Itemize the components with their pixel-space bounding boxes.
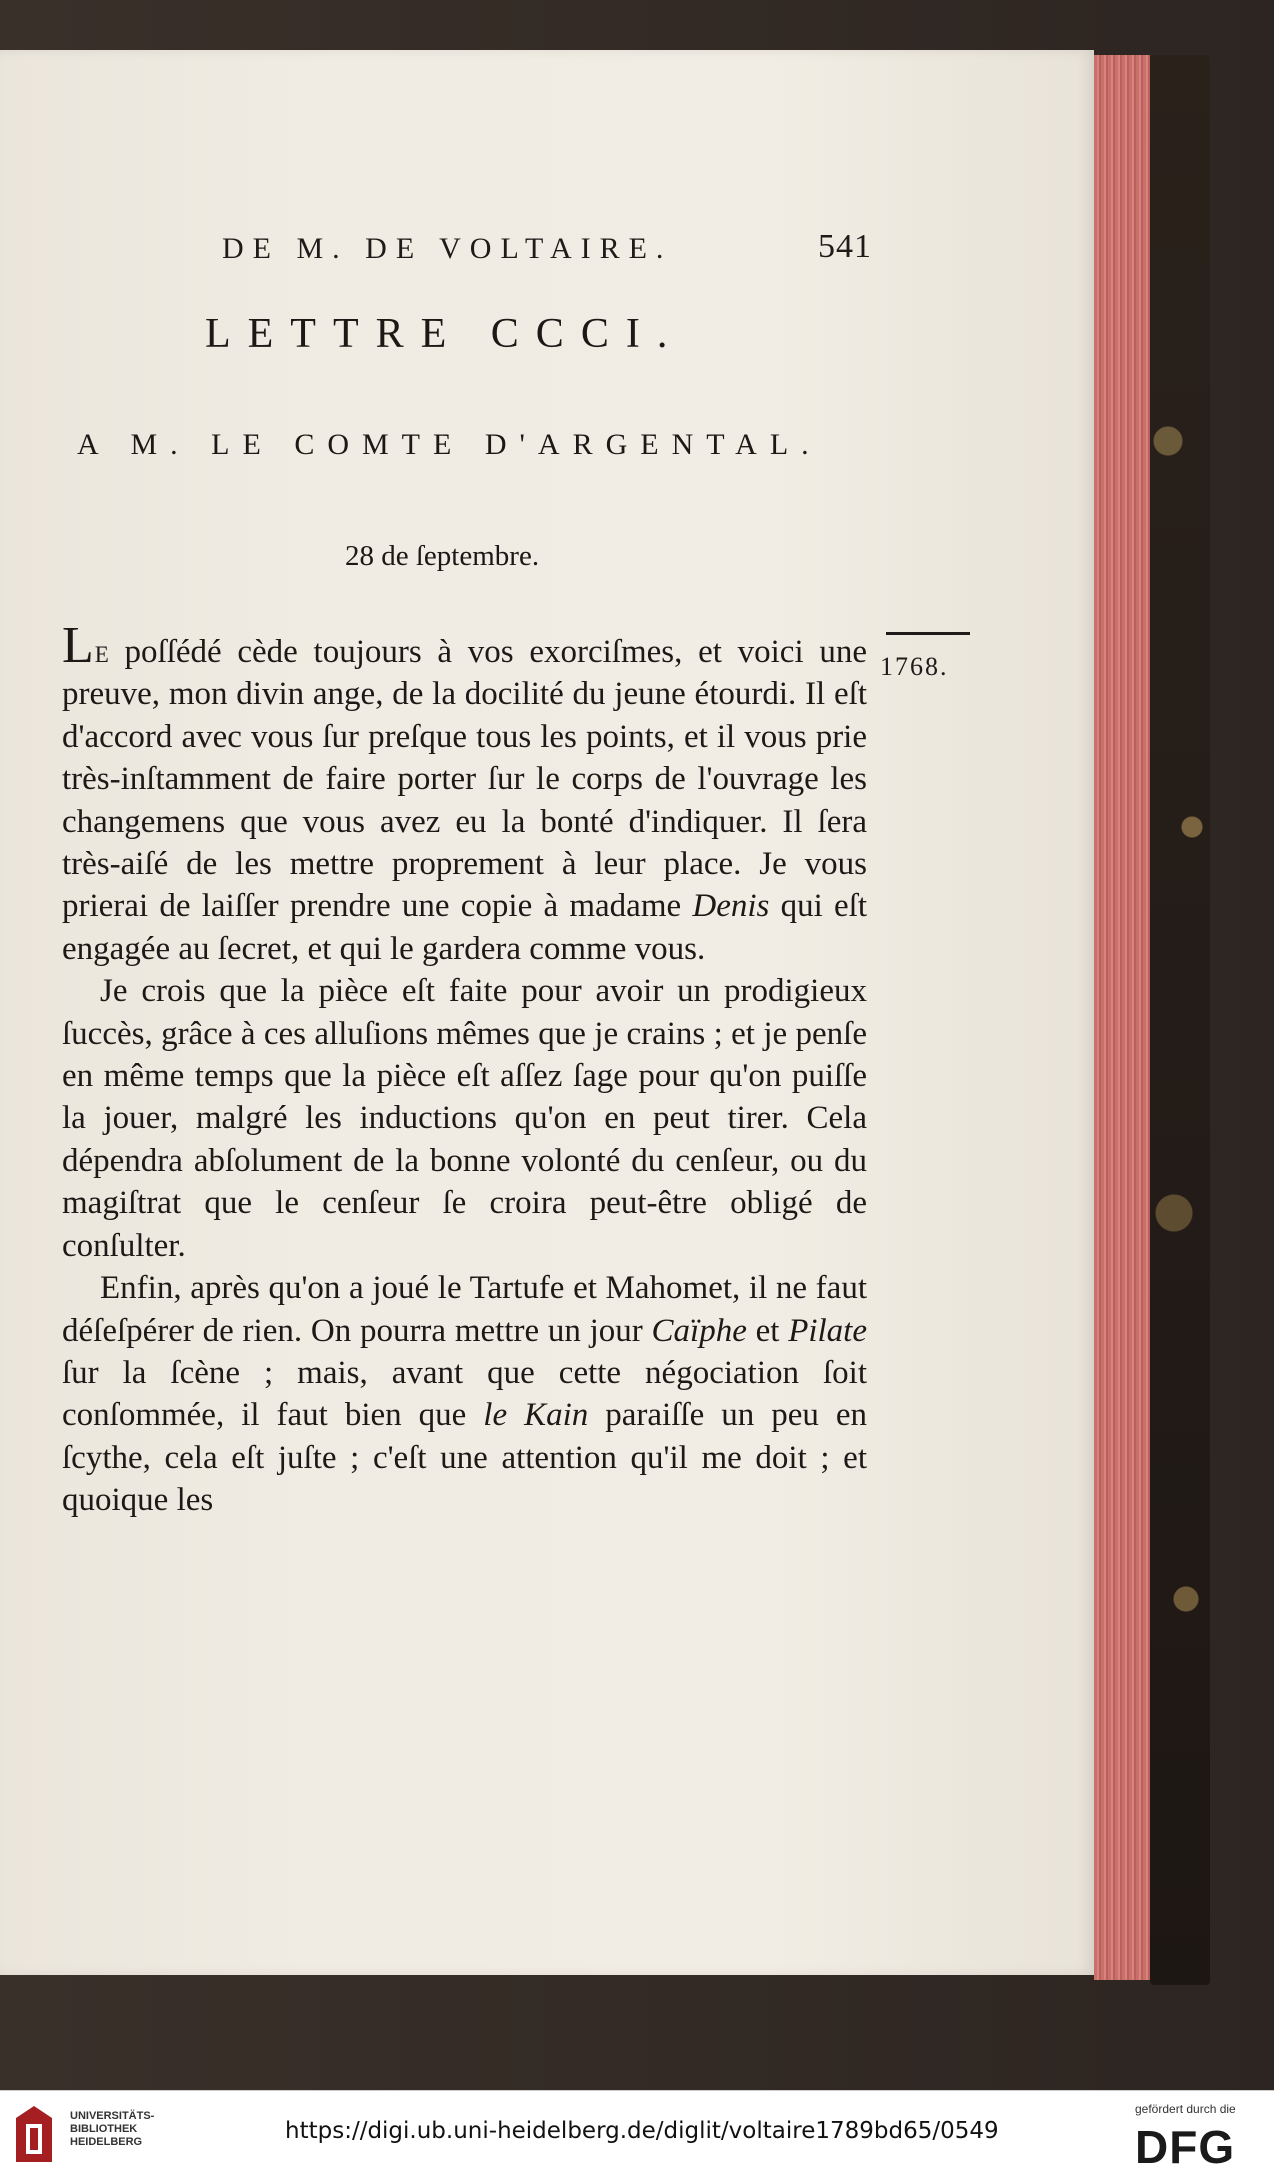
sponsor-label: gefördert durch die <box>1135 2102 1236 2116</box>
drop-cap-rest: e <box>94 634 109 670</box>
letter-body <box>62 617 867 1522</box>
letter-addressee: A M. LE COMTE D'ARGENTAL. <box>77 428 822 461</box>
letter-title: LETTRE CCCI. <box>205 311 685 357</box>
italic-name: le Kain <box>483 1397 589 1434</box>
italic-name: Pilate <box>788 1312 867 1349</box>
dfg-logo: DFG <box>1135 2121 1236 2173</box>
book-binding <box>1150 55 1210 1985</box>
text-run: paraiſſe un peu en ſcythe, cela eſt juſte ; c'eſt une attention qu'il me doit ; et quoique les <box>62 1397 867 1519</box>
page-number: 541 <box>818 228 872 265</box>
text-run: qui eſt engagée au ſecret, et qui le gardera comme vous. <box>62 888 867 967</box>
running-head <box>222 228 872 272</box>
text-run: et <box>746 1312 789 1349</box>
margin-year: 1768. <box>880 652 949 681</box>
university-library-logo-icon <box>14 2104 54 2164</box>
running-head-title: DE M. DE VOLTAIRE. <box>222 232 673 265</box>
library-name-line: UNIVERSITÄTS- <box>70 2110 155 2122</box>
library-name-line: BIBLIOTHEK <box>70 2123 138 2135</box>
margin-rule <box>886 632 970 635</box>
text-run: Je crois que la pièce eſt faite pour avoir un prodigieux ſuccès, grâce à ces alluſions mêmes que je crains ; et je penſe en même temps que la pièce eſt aſſez ſage pour qu'on puiſſe la jouer, malgré les inductions qu'on en peut tirer. Cela dépendra abſolument de la bonne volonté du cenſeur, ou du magiſtrat que le cenſeur ſe croira peut-être obligé de conſulter. <box>62 973 867 1264</box>
letter-date: 28 de ſeptembre. <box>345 540 540 572</box>
paragraph <box>62 617 867 970</box>
text-run: ſur la ſcène ; mais, avant que cette négociation ſoit conſommée, il faut bien que <box>62 1354 867 1434</box>
drop-cap: L <box>62 617 95 674</box>
page-edge <box>1094 55 1150 1980</box>
paragraph <box>62 970 867 1267</box>
text-run: Enfin, après qu'on a joué le Tartufe et Mahomet, il ne faut déſeſpérer de rien. On pourra mettre un jour <box>62 1270 867 1349</box>
text-run: poſſédé cède toujours à vos exorciſmes, et voici une preuve, mon divin ange, de la docilité du jeune étourdi. Il eſt d'accord avec vous ſur preſque tous les points, et il vous prie très-inſtamment de faire porter ſur le corps de l'ouvrage les changemens que vous avez eu la bonté d'indiquer. Il ſera très-aiſé de les mettre proprement à leur place. Je vous prierai de laiſſer prendre une copie à madame <box>62 634 867 925</box>
library-name-line: HEIDELBERG <box>70 2136 143 2148</box>
permalink-url[interactable]: https://digi.ub.uni-heidelberg.de/diglit/voltaire1789bd65/0549 <box>285 2118 999 2144</box>
library-name <box>70 2110 154 2149</box>
italic-name: Caïphe <box>651 1312 747 1349</box>
italic-name: Denis <box>692 888 770 925</box>
paragraph <box>62 1267 867 1521</box>
